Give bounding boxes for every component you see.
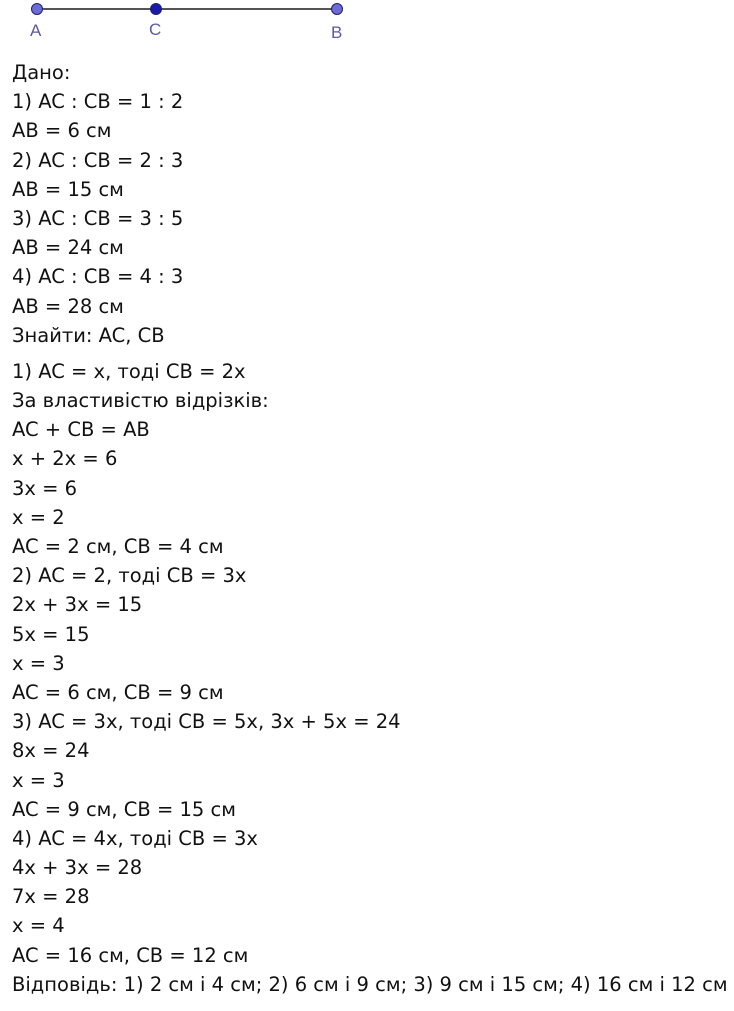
solution-line: x + 2x = 6 <box>12 447 118 471</box>
segment-diagram <box>0 0 734 50</box>
point-c-label: C <box>149 20 162 39</box>
given-item: 1) AC : CB = 1 : 2 <box>12 90 184 114</box>
solution-line: AC = 9 см, CB = 15 см <box>12 797 236 821</box>
solution-line: x = 4 <box>12 914 65 938</box>
given-item: 3) AC : CB = 3 : 5 <box>12 206 184 230</box>
solution-line: 3) AC = 3x, тоді CB = 5x, 3x + 5x = 24 <box>12 710 401 734</box>
solution-line: AC = 16 см, CB = 12 см <box>12 943 249 967</box>
given-heading: Дано: <box>12 61 71 84</box>
given-item: 4) AC : CB = 4 : 3 <box>12 265 184 289</box>
solution-line: 3x = 6 <box>12 476 78 500</box>
solution-line: AC + CB = AB <box>12 418 150 442</box>
solution-line: x = 2 <box>12 505 65 529</box>
solution-line: x = 3 <box>12 768 65 792</box>
find-line: Знайти: AC, CB <box>12 323 165 347</box>
solution-line: 7x = 28 <box>12 885 90 909</box>
given-item: AB = 28 см <box>12 294 124 318</box>
solution-line: 1) AC = x, тоді CB = 2x <box>12 359 246 383</box>
solution-line: 4x + 3x = 28 <box>12 856 143 880</box>
solution-line: AC = 2 см, CB = 4 см <box>12 535 224 558</box>
given-item: 2) AC : CB = 2 : 3 <box>12 148 184 172</box>
point-a-label: A <box>30 21 42 40</box>
given-item: AB = 15 см <box>12 177 124 201</box>
solution-line: 4) AC = 4x, тоді CB = 3x <box>12 826 258 850</box>
point-c <box>151 4 162 15</box>
document-body <box>12 58 728 999</box>
point-a <box>32 4 43 15</box>
solution-line: 2x + 3x = 15 <box>12 593 143 617</box>
solution-line: За властивістю відрізків: <box>12 389 269 413</box>
solution-line: 8x = 24 <box>12 739 90 763</box>
given-item: AB = 6 см <box>12 119 112 143</box>
solution-line: AC = 6 см, CB = 9 см <box>12 680 224 704</box>
given-item: AB = 24 см <box>12 236 124 260</box>
solution-line: 2) AC = 2, тоді CB = 3x <box>12 564 247 588</box>
solution-line: x = 3 <box>12 651 65 675</box>
solution-line: 5x = 15 <box>12 622 90 646</box>
answer-line: Відповідь: 1) 2 см і 4 см; 2) 6 см і 9 см; 3) 9 см і 15 см; 4) 16 см і 12 см <box>12 972 728 996</box>
point-b <box>332 4 343 15</box>
point-b-label: B <box>331 23 343 42</box>
